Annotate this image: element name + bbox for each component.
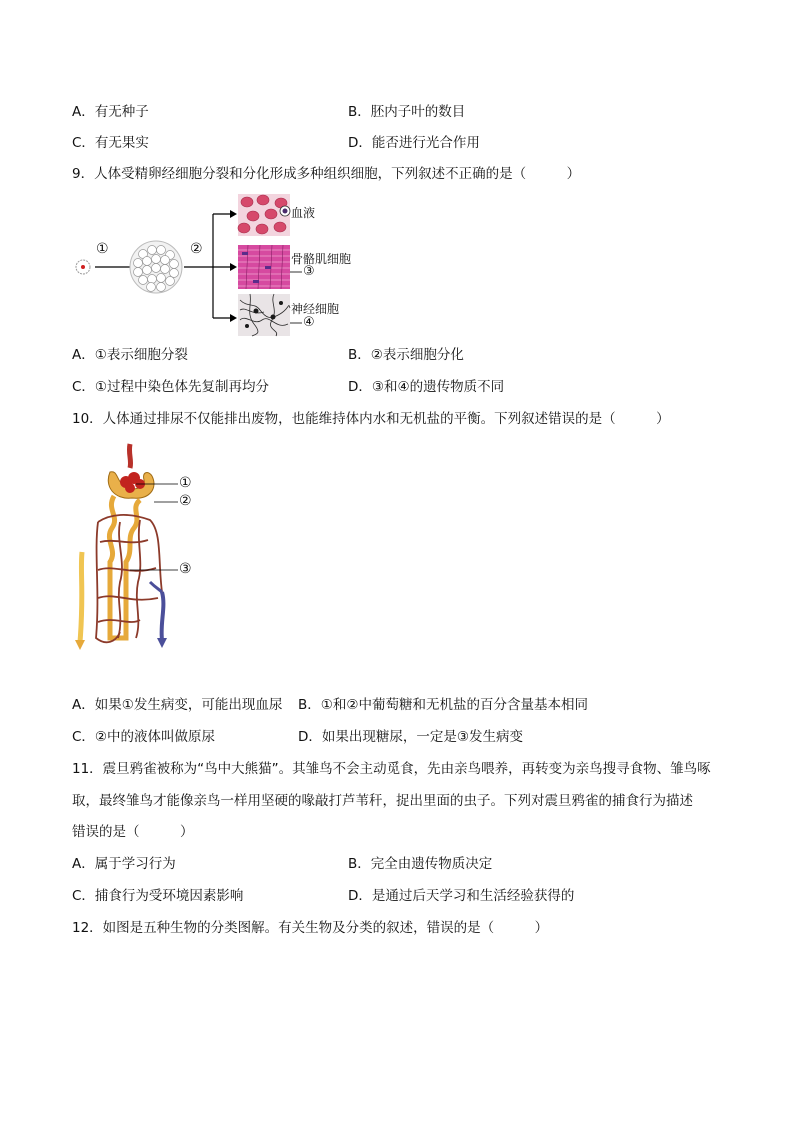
q10-figure [70, 442, 210, 654]
nerve-cells-image [238, 294, 290, 336]
q10-option-c: C．②中的液体叫做原尿 [72, 729, 216, 745]
branch-bottom-head [230, 314, 237, 322]
branch-top-head [230, 210, 237, 218]
q10-option-d: D．如果出现糖尿，一定是③发生病变 [298, 729, 523, 745]
q11-option-b: B．完全由遗传物质决定 [348, 856, 493, 872]
q11-stem-line-3: 错误的是（ ） [72, 824, 194, 840]
muscle-label: 骨骼肌细胞 [291, 252, 352, 266]
nerve-label: 神经细胞 [291, 302, 340, 316]
q11-stem-line-2: 取，最终雏鸟才能像亲鸟一样用坚硬的喙敲打芦苇秆，捉出里面的虫子。下列对震旦鸦雀的捕食行为描述 [72, 793, 693, 809]
mark-4: ④ [303, 315, 315, 330]
blood-cells-image [238, 194, 290, 236]
q9-option-a: A．①表示细胞分裂 [72, 347, 188, 363]
collecting-duct [80, 552, 82, 642]
q8-option-b: B．胚内子叶的数目 [348, 104, 466, 120]
blood-label: 血液 [291, 206, 316, 220]
q11-stem-line-1: 11．震旦鸦雀被称为“鸟中大熊猫”。其雏鸟不会主动觅食，先由亲鸟喂养，再转变为亲鸟搜寻食物、雏鸟啄 [72, 761, 711, 777]
duct-outflow-arrow [75, 640, 85, 650]
q10-stem: 10．人体通过排尿不仅能排出废物，也能维持体内水和无机盐的平衡。下列叙述错误的是（ ） [72, 411, 670, 427]
renal-tubule [109, 496, 140, 638]
muscle-cells-image [238, 245, 290, 289]
q10-option-b: B．①和②中葡萄糖和无机盐的百分含量基本相同 [298, 697, 588, 713]
branch-mid-head [230, 263, 237, 271]
q9-option-d: D．③和④的遗传物质不同 [348, 379, 505, 395]
q8-option-a: A．有无种子 [72, 104, 149, 120]
renal-vein [162, 592, 164, 640]
vein-outflow-arrow [157, 638, 167, 648]
step-2-label: ② [190, 241, 203, 257]
q11-option-a: A．属于学习行为 [72, 856, 176, 872]
q9-option-b: B．②表示细胞分化 [348, 347, 464, 363]
mark-3: ③ [179, 561, 192, 577]
nephron-diagram [70, 442, 210, 654]
step-1-label: ① [96, 241, 109, 257]
q9-figure [70, 190, 370, 340]
cell-mass [130, 241, 182, 293]
q12-stem: 12．如图是五种生物的分类图解。有关生物及分类的叙述，错误的是（ ） [72, 920, 549, 936]
q10-option-a: A．如果①发生病变，可能出现血尿 [72, 697, 283, 713]
mark-3: ③ [303, 264, 315, 279]
q9-stem: 9．人体受精卵经细胞分裂和分化形成多种组织细胞，下列叙述不正确的是（ ） [72, 166, 581, 182]
q11-option-c: C．捕食行为受环境因素影响 [72, 888, 244, 904]
q8-option-d: D．能否进行光合作用 [348, 135, 480, 151]
zygote-nucleus [81, 265, 85, 269]
mark-1: ① [179, 475, 192, 491]
q8-option-c: C．有无果实 [72, 135, 149, 151]
afferent-arteriole [129, 444, 130, 468]
mark-2: ② [179, 493, 192, 509]
q9-option-c: C．①过程中染色体先复制再均分 [72, 379, 270, 395]
q11-option-d: D．是通过后天学习和生活经验获得的 [348, 888, 575, 904]
